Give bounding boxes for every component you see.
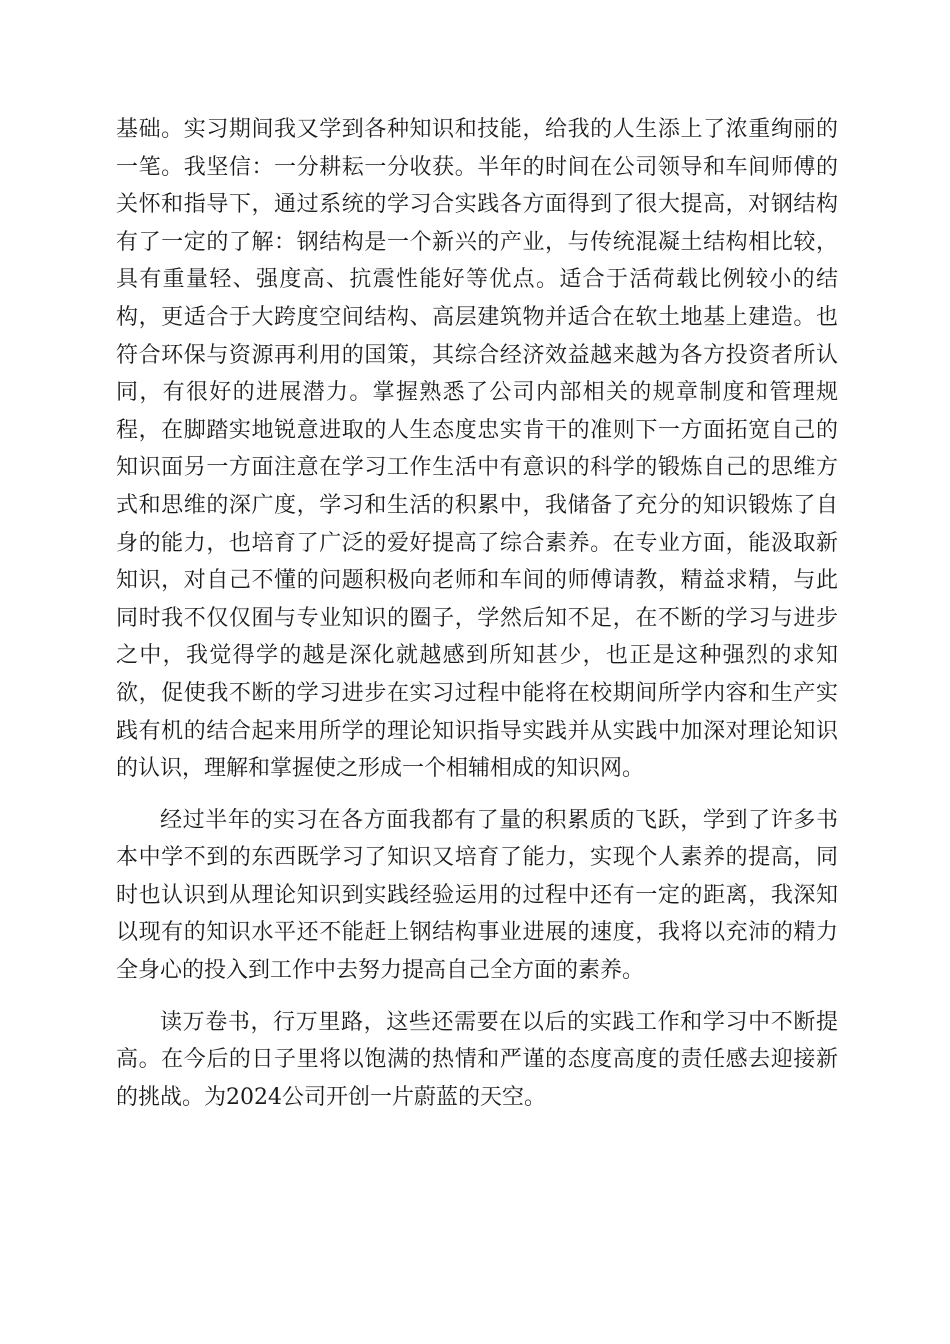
paragraph-continuation: 基础。实习期间我又学到各种知识和技能，给我的人生添上了浓重绚丽的一笔。我坚信：一分耕耘一分收获。半年的时间在公司领导和车间师傅的关怀和指导下，通过系统的学习合实践各方面得到了很大提高，对钢结构有了一定的了解：钢结构是一个新兴的产业，与传统混凝土结构相比较，具有重量轻、强度高、抗震性能好等优点。适合于活荷载比例较小的结构，更适合于大跨度空间结构、高层建筑物并适合在软土地基上建造。也符合环保与资源再利用的国策，其综合经济效益越来越为各方投资者所认同，有很好的进展潜力。掌握熟悉了公司内部相关的规章制度和管理规程，在脚踏实地锐意进取的人生态度忠实肯干的准则下一方面拓宽自己的知识面另一方面注意在学习工作生活中有意识的科学的锻炼自己的思维方式和思维的深广度，学习和生活的积累中，我储备了充分的知识锻炼了自身的能力，也培育了广泛的爱好提高了综合素养。在专业方面，能汲取新知识，对自己不懂的问题积极向老师和车间的师傅请教，精益求精，与此同时我不仅仅囿与专业知识的圈子，学然后知不足，在不断的学习与进步之中，我觉得学的越是深化就越感到所知甚少，也正是这种强烈的求知欲，促使我不断的学习进步在实习过程中能将在校期间所学内容和生产实践有机的结合起来用所学的理论知识指导实践并从实践中加深对理论知识的认识，理解和掌握使之形成一个相辅相成的知识网。	[116, 117, 838, 782]
paragraph-internship-summary: 经过半年的实习在各方面我都有了量的积累质的飞跃，学到了许多书本中学不到的东西既学习了知识又培育了能力，实现个人素养的提高，同时也认识到从理论知识到实践经验运用的过程中还有一定的距离，我深知以现有的知识水平还不能赶上钢结构事业进展的速度，我将以充沛的精力全身心的投入到工作中去努力提高自己全方面的素养。	[116, 807, 838, 984]
document-body	[116, 111, 838, 1116]
paragraph-closing: 读万卷书，行万里路，这些还需要在以后的实践工作和学习中不断提高。在今后的日子里将以饱满的热情和严谨的态度高度的责任感去迎接新的挑战。为2024公司开创一片蔚蓝的天空。	[116, 1009, 838, 1110]
